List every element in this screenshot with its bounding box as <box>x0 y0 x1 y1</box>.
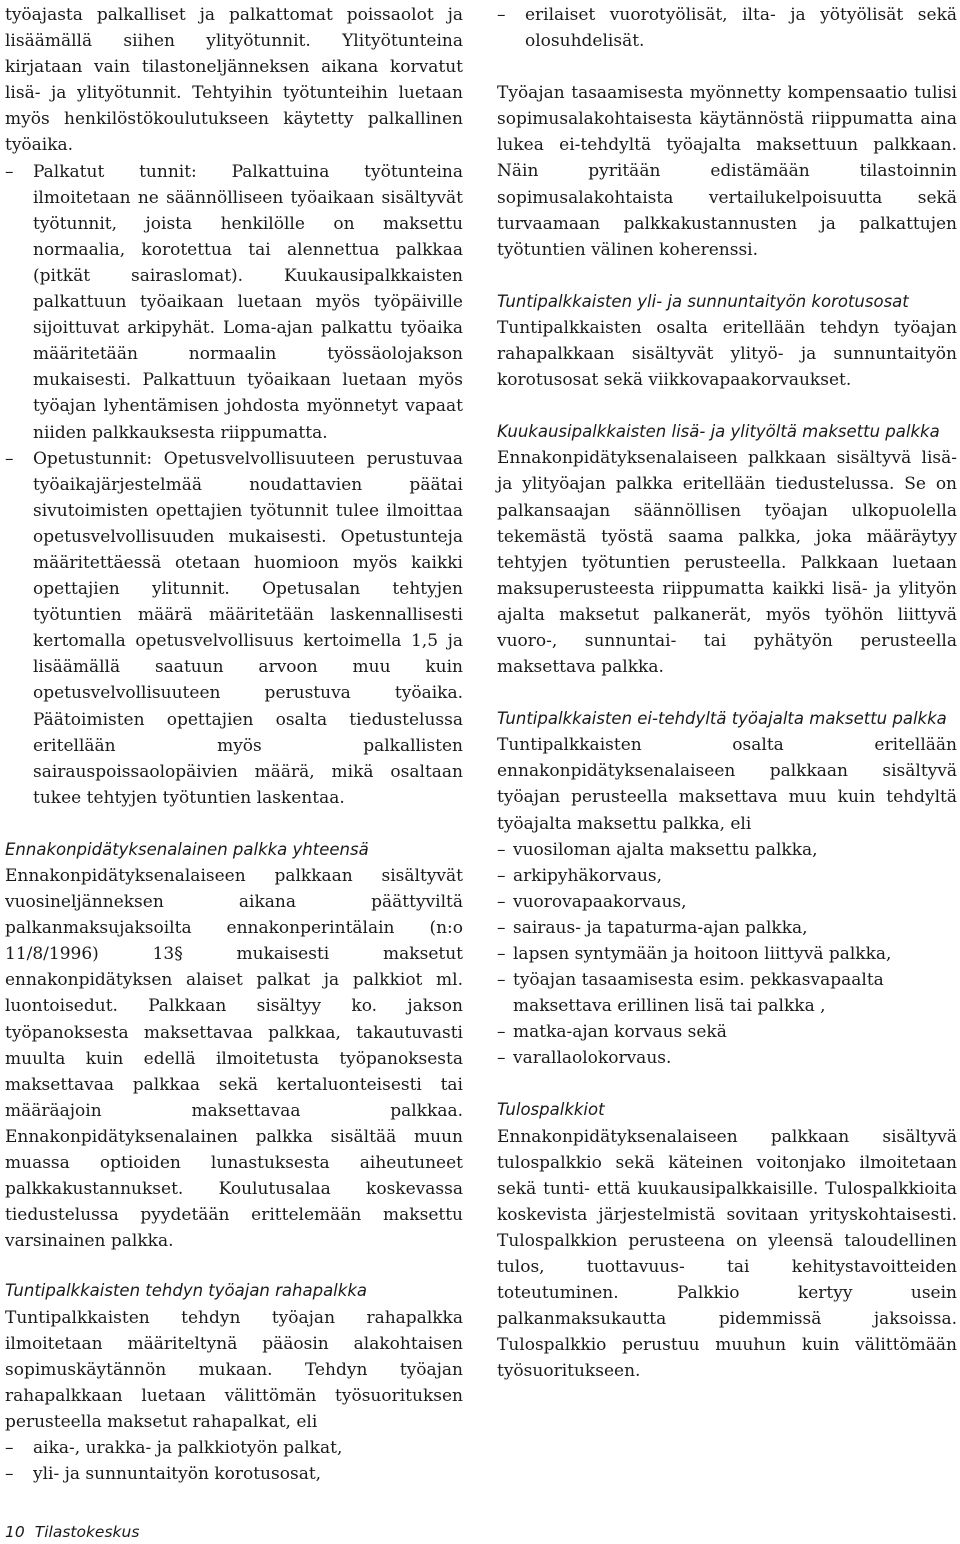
left-column <box>5 2 463 1487</box>
non-work-item: – sairaus- ja tapaturma-ajan palkka, <box>497 917 808 938</box>
bonus-heading: Tulospalkkiot <box>497 1100 605 1120</box>
hourly-pay-item-1: – aika-, urakka- ja palkkiotyön palkat, <box>5 1435 463 1461</box>
non-work-item: – vuorovapaakorvaus, <box>497 891 687 912</box>
hourly-pay-heading: Tuntipalkkaisten tehdyn työajan rahapalkka <box>5 1281 367 1301</box>
withholding-body: Ennakonpidätyksenalaiseen palkkaan sisältyvät vuosineljänneksen aikana päättyviltä palkanmaksujaksoilta ennakonperintälain (n:o 11/8/1996) 13§ mukaisesti maksetut ennakonpidätyksen alaiset palkat ja palkkiot ml. luontoisedut. Palkkaan sisältyy ko. jakson työpanoksesta maksettavaa palkkaa, takautuvasti muulta kuin edellä ilmoitetusta työpanoksesta maksettavaa palkkaa sekä kertaluonteisesti tai määräajoin maksettavaa palkkaa. Ennakonpidätyksenalainen palkka sisältää muun muassa optioiden lunastuksesta aiheutuneet palkkakustannukset. Koulutusalaa koskevassa tiedustelussa pyydetään erittelemään maksettu varsinainen palkka. <box>5 866 463 1252</box>
publisher-name: Tilastokeskus <box>34 1523 140 1541</box>
hourly-pay-item-2: – yli- ja sunnuntaityön korotusosat, <box>5 1461 463 1487</box>
right-column <box>497 2 957 1385</box>
non-work-item: – lapsen syntymään ja hoitoon liittyvä palkka, <box>497 944 892 964</box>
non-work-pay-body: Tuntipalkkaisten osalta eritellään ennakonpidätyksenalaiseen palkkaan sisältyvä työajan perusteella maksettava muu kuin tehdyltä työajalta maksettu palkka, eli <box>497 735 957 834</box>
overtime-heading: Tuntipalkkaisten yli- ja sunnuntaityön korotusosat <box>497 291 909 311</box>
page-number: 10 <box>5 1523 25 1541</box>
bonus-body: Ennakonpidätyksenalaiseen palkkaan sisältyvä tulospalkkio sekä käteinen voitonjako ilmoitetaan sekä tunti- että kuukausipalkkaisille. Tulospalkkioita koskevista järjestelmistä sovitaan yrityskohtaisesti. Tulospalkkion perusteena on yleensä taloudellinen tulos, tuottavuus- tai kehitystavoitteiden toteutuminen. Palkkio kertyy usein palkanmaksukautta pidemmissä jaksoissa. Tulospalkkio perustuu muuhun kuin välittömään työsuoritukseen. <box>497 1126 957 1382</box>
non-work-item: – työajan tasaamisesta esim. pekkasvapaalta maksettava erillinen lisä tai palkka , <box>497 970 884 1017</box>
non-work-item: – varallaolokorvaus. <box>497 1048 672 1069</box>
hourly-pay-body: Tuntipalkkaisten tehdyn työajan rahapalkka ilmoitetaan määriteltynä pääosin alakohtaisen sopimuskäytännön mukaan. Tehdyn työajan rahapalkkaan luetaan välittömän työsuorituksen perusteella maksetut rahapalkat, eli <box>5 1307 463 1432</box>
non-work-pay-heading: Tuntipalkkaisten ei-tehdyltä työajalta maksettu palkka <box>497 709 947 729</box>
teaching-hours-item: – Opetustunnit: Opetusvelvollisuuteen perustuvaa työaikajärjestelmää noudattavien päätai sivutoimisten opettajien työtunnit tulee ilmoittaa opetusvelvollisuuden mukaisesti. Opetustunteja määritettäessä otetaan huomioon myös kaikki opettajien ylitunnit. Opetusalan tehtyjen työtuntien määrä määritetään laskennallisesti kertomalla opetusvelvollisuus kertoimella 1,5 ja lisäämällä saatuun arvoon muu kuin opetusvelvollisuuteen perustuva työaika. Päätoimisten opettajien osalta tiedustelussa eritellään myös palkallisten sairauspoissaolopäivien määrä, mikä osaltaan tukee tehtyjen työtuntien laskentaa. <box>5 446 463 811</box>
overtime-body: Tuntipalkkaisten osalta eritellään tehdyn työajan rahapalkkaan sisältyvät ylityö- ja sunnuntaityön korotusosat sekä viikkovapaakorvaukset. <box>497 317 957 391</box>
monthly-overtime-body: Ennakonpidätyksenalaiseen palkkaan sisältyvä lisä- ja ylityöajan palkka eritellään tiedustelussa. Se on palkansaajan säännöllisen työajan ulkopuolella tekemästä työstä saama palkka, joka määräytyy tehtyjen työtuntien perusteella. Palkkaan luetaan maksuperusteesta riippumatta kaikki lisä- ja ylityön ajalta maksetut palkanerät, myös työhön liittyvä vuoro-, sunnuntai- tai pyhätyön perusteella maksettava palkka. <box>497 448 957 678</box>
non-work-item: – arkipyhäkorvaus, <box>497 865 663 886</box>
balancing-paragraph: Työajan tasaamisesta myönnetty kompensaatio tulisi sopimusalakohtaisesta käytännöstä riippumatta aina lukea ei-tehdyltä työajalta maksettuun palkkaan. Näin pyritään edistämään tilastoinnin sopimusalakohtaista vertailukelpoisuutta sekä turvaamaan palkkakustannusten ja palkattujen työtuntien välinen koherenssi. <box>497 83 957 260</box>
non-work-item: – vuosiloman ajalta maksettu palkka, <box>497 839 818 860</box>
withholding-heading: Ennakonpidätyksenalainen palkka yhteensä <box>5 839 369 859</box>
page-footer <box>5 1523 149 1541</box>
intro-paragraph: työajasta palkalliset ja palkattomat poissaolot ja lisäämällä siihen ylityötunnit. Ylityötunteina kirjataan vain tilastoneljänneksen aikana korvatut lisä- ja ylityötunnit. Tehtyihin työtunteihin luetaan myös henkilöstökoulutukseen käytetty palkallinen työaika. <box>5 5 463 156</box>
monthly-overtime-heading: Kuukausipalkkaisten lisä- ja ylityöltä maksettu palkka <box>497 422 940 442</box>
non-work-item: – matka-ajan korvaus sekä <box>497 1022 727 1043</box>
paid-hours-item: – Palkatut tunnit: Palkattuina työtunteina ilmoitetaan ne säännölliseen työaikaan sisältyvät työtunnit, joista henkilölle on maksettu normaalia, korotettua tai alennettua palkkaa (pitkät sairaslomat). Kuukausipalkkaisten palkattuun työaikaan luetaan myös työpäiville sijoittuvat arkipyhät. Loma-ajan palkattu työaika määritetään normaalin työssäolojakson mukaisesti. Palkattuun työaikaan luetaan myös työajan lyhentämisen johdosta myönnetyt vapaat niiden palkkauksesta riippumatta. <box>5 159 463 446</box>
shift-allowance-item: – erilaiset vuorotyölisät, ilta- ja yötyölisät sekä olosuhdelisät. <box>497 2 957 54</box>
